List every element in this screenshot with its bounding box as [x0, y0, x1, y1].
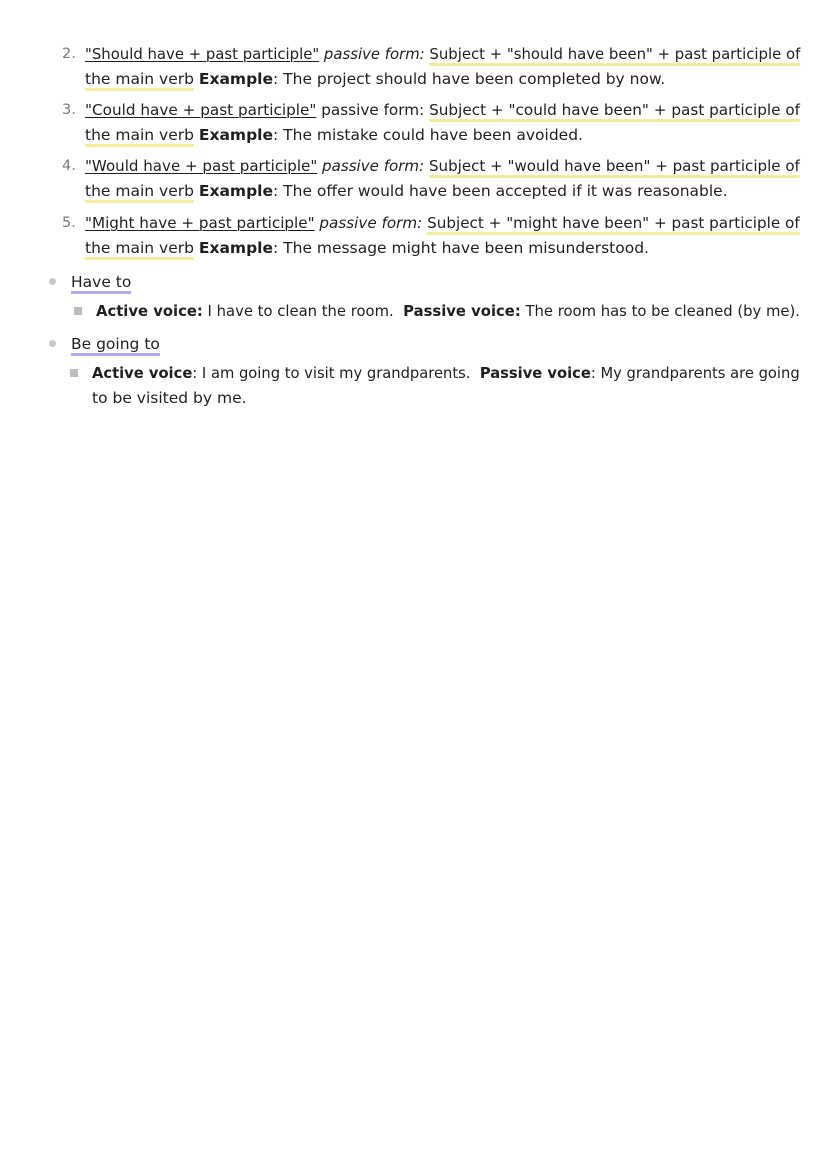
square-bullet	[70, 369, 78, 377]
voice-example-line	[96, 299, 800, 324]
example-label: Example	[198, 70, 274, 88]
form-text: Subject + "could have been" + past participle of	[429, 101, 800, 122]
form-text-cont: the main verb	[85, 70, 194, 91]
active-voice-label: Active voice	[92, 364, 193, 382]
voice-example-line-cont	[92, 386, 247, 411]
form-label: passive form:	[321, 101, 425, 119]
active-voice-label: Active voice:	[96, 302, 203, 320]
bullet-dot	[49, 278, 56, 285]
term-link: "Could have + past participle"	[85, 101, 317, 119]
form-text-cont: the main verb	[85, 239, 194, 260]
term-link: "Should have + past participle"	[85, 45, 320, 63]
example-label: Example	[198, 239, 274, 257]
voice-example-line	[92, 361, 800, 386]
form-label: passive form:	[323, 45, 425, 63]
form-text-cont: the main verb	[85, 126, 194, 147]
example-text: : The message might have been misunderstood.	[273, 239, 649, 257]
list-item-line	[85, 179, 728, 204]
term-link: "Might have + past participle"	[85, 214, 315, 232]
passive-voice-label: Passive voice:	[403, 302, 521, 320]
bullet-dot	[49, 340, 56, 347]
list-item-line	[85, 42, 800, 67]
term-link: "Would have + past participle"	[85, 157, 318, 175]
list-number: 2.	[62, 46, 76, 62]
have-to-heading: Have to	[71, 273, 131, 294]
section-heading	[71, 270, 131, 295]
example-text: : The mistake could have been avoided.	[273, 126, 583, 144]
active-voice-text: I have to clean the room.	[202, 302, 394, 320]
list-number: 3.	[62, 102, 76, 118]
section-heading	[71, 332, 160, 357]
form-label: passive form:	[322, 157, 425, 175]
list-item-line	[85, 154, 800, 179]
form-text-cont: the main verb	[85, 182, 194, 203]
list-item-line	[85, 123, 583, 148]
active-voice-text: : I am going to visit my grandparents.	[192, 364, 471, 382]
list-item-line	[85, 98, 800, 123]
square-bullet	[74, 307, 82, 315]
passive-voice-text: The room has to be cleaned (by me).	[520, 302, 801, 320]
be-going-to-heading: Be going to	[71, 335, 160, 356]
form-label: passive form:	[319, 214, 423, 232]
example-text: : The offer would have been accepted if it was reasonable.	[273, 182, 728, 200]
passive-voice-text: : My grandparents are going	[590, 364, 800, 382]
form-text: Subject + "might have been" + past participle of	[427, 214, 800, 235]
passive-voice-text-cont: to be visited by me.	[92, 389, 247, 407]
form-text: Subject + "should have been" + past participle of	[429, 45, 800, 66]
form-text: Subject + "would have been" + past participle of	[429, 157, 800, 178]
list-number: 4.	[62, 158, 76, 174]
list-number: 5.	[62, 215, 76, 231]
example-text: : The project should have been completed by now.	[273, 70, 666, 88]
example-label: Example	[198, 126, 274, 144]
list-item-line	[85, 211, 800, 236]
example-label: Example	[198, 182, 274, 200]
passive-voice-label: Passive voice	[479, 364, 591, 382]
list-item-line	[85, 236, 649, 261]
list-item-line	[85, 67, 665, 92]
